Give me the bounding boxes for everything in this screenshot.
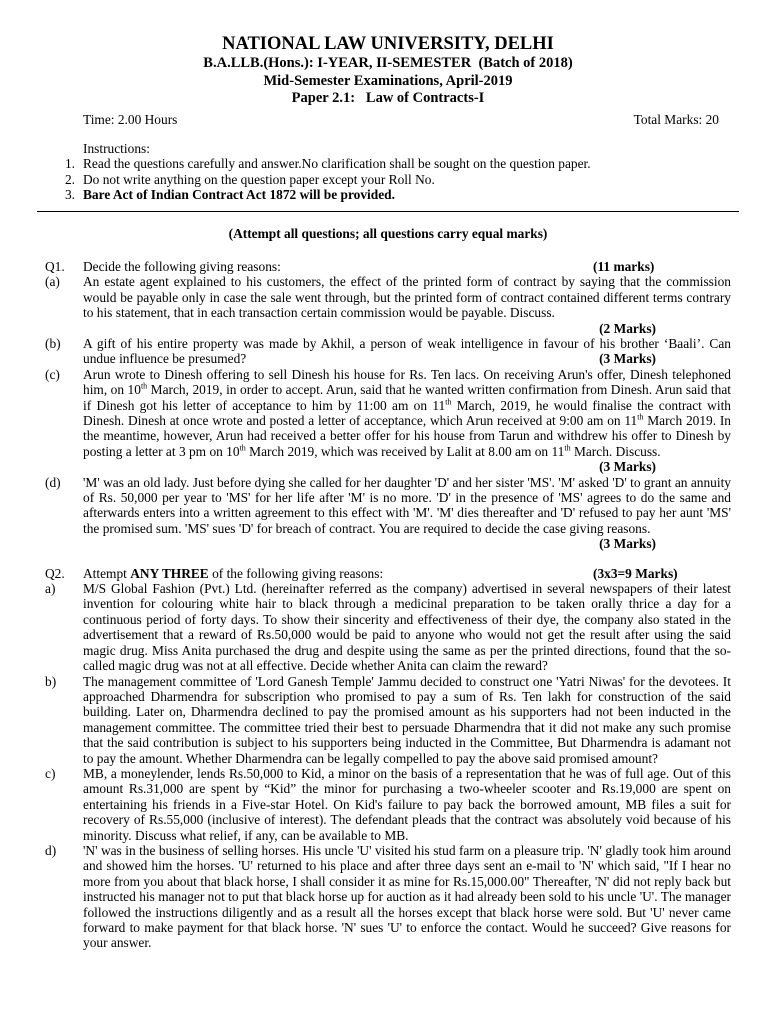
q1-c-marks: (3 Marks) (599, 459, 656, 475)
divider (37, 211, 739, 212)
q1-heading: Q1. Decide the following giving reasons: (11 marks) (45, 258, 655, 274)
instruction-item: 1. Read the questions carefully and answer.No clarification shall be sought on the question paper. (64, 156, 591, 172)
q1-marks: (11 marks) (593, 258, 655, 274)
q2-a: a) M/S Global Fashion (Pvt.) Ltd. (hereinafter referred as the company) advertised in several newspapers of their latest invention for colouring white hair to black through a medicinal preparation to be taken orally thrice a day for a continuous period of forty days. To show their sincerity and effectiveness of their dye, the company also stated in the advertisement that a reward of Rs.50,000 would be paid to anyone who would not get the result after using the said magic drug. Miss Anita purchased the drug and despite using the same as per the printed directions, found that the so-called magic drug was not at all effective. Decide whether Anita can claim the reward? (45, 581, 731, 674)
q1-b-marks: (3 Marks) (599, 351, 656, 367)
q1-c: (c) Arun wrote to Dinesh offering to sell Dinesh his house for Rs. Ten lacs. On receiving Arun's offer, Dinesh telephoned him, on 10th March, 2019, in order to accept. Arun, said that he wanted written confirmation from Dinesh. Arun said that if Dinesh got his letter of acceptance to him by 11:00 am on 11th March, 2019, he would finalise the contract with Dinesh. Dinesh at once wrote and posted a letter of acceptance, which Arun received at 9:00 am on 11th March 2019. In the meantime, however, Arun had received a better offer for his house from Tarun and withdrew his offer to Dinesh by posting a letter at 3 pm on 10th March 2019, which was received by Lalit at 8.00 am on 11th March. Discuss. (3 Marks) (45, 366, 731, 475)
time-label: Time: 2.00 Hours (83, 111, 178, 127)
university-title: NATIONAL LAW UNIVERSITY, DELHI (222, 34, 554, 54)
instructions-list (45, 156, 731, 202)
meta-row (83, 112, 719, 127)
q1-a-marks: (2 Marks) (599, 320, 656, 336)
program-line: B.A.LLB.(Hons.): I-YEAR, II-SEMESTER (Batch of 2018) (203, 55, 573, 71)
attempt-note: (Attempt all questions; all questions carry equal marks) (228, 225, 548, 241)
q2-heading: Q2. Attempt ANY THREE of the following giving reasons: (3x3=9 Marks) (45, 565, 678, 581)
q1-d: (d) 'M' was an old lady. Just before dying she called for her daughter 'D' and her sister 'MS'. 'M' asked 'D' to grant an annuity of Rs. 50,000 per year to 'MS' for her life after 'M' is no more. 'D' in the presence of 'MS' agrees to do the same and afterwards enters into a written agreement to this effect with 'M'. 'M' dies thereafter and 'D' refused to pay her aunt 'MS' the promised sum. 'MS' sues 'D' for breach of contract. You are required to decide the case giving reasons. (3 Marks) (45, 474, 731, 552)
q1-a: (a) An estate agent explained to his customers, the effect of the printed form of contract by saying that the commission would be payable only in case the sale went through, but the printed form of contract contained different terms contrary to his statement, that in each transaction certain commission would be payable. Discuss. (45, 274, 731, 321)
total-marks: Total Marks: 20 (633, 111, 719, 127)
instruction-item: 2. Do not write anything on the question paper except your Roll No. (64, 171, 435, 187)
q2-b: b) The management committee of 'Lord Ganesh Temple' Jammu decided to construct one 'Yatri Niwas' for the devotees. It approached Dharmendra for subscription who promised to pay a sum of Rs. Ten lakh for construction of the said building. Later on, Dharmendra declined to pay the promised amount as his supporters had not been inducted in the management committee. The committee tried their best to persuade Dharmendra that it did not make any such promise that the said contribution is subject to his supporters being inducted in the Committee, But Dharmendra is adamant not to pay the amount. Whether Dharmendra can be legally compelled to pay the above said promised amount? (45, 673, 731, 766)
q2-c: c) MB, a moneylender, lends Rs.50,000 to Kid, a minor on the basis of a representation that he was of full age. Out of this amount Rs.31,000 are spent by “Kid” the minor for purchasing a two-wheeler scooter and Rs.19,000 are spent on entertaining his friends in a Five-star Hotel. On Kid's failure to pay back the borrowed amount, MB files a suit for recovery of Rs.55,000 (inclusive of interest). The defendant pleads that the contract was absolutely void because of his minority. Discuss what relief, if any, can be available to MB. (45, 765, 731, 843)
q1-d-marks: (3 Marks) (599, 536, 656, 552)
instruction-item: 3. Bare Act of Indian Contract Act 1872 will be provided. (64, 187, 395, 203)
paper-line: Paper 2.1: Law of Contracts-I (291, 90, 485, 106)
instructions-heading: Instructions: (83, 140, 150, 156)
q2-marks: (3x3=9 Marks) (593, 565, 678, 581)
q2-d: d) 'N' was in the business of selling horses. His uncle 'U' visited his stud farm on a pleasure trip. 'N' gladly took him around and showed him the horses. 'U' returned to his place and after three days sent an e-mail to 'N' which said, "If I hear no more from you about that black horse, I shall consider it as mine for Rs.15,000.00" Thereafter, 'N' did not reply back but instructed his manager not to put that black horse up for auction as it had already been sold to his uncle 'U'. The manager followed the instructions diligently and as a result all the horses except that black horse were sold. But 'U' never came forward to make payment for that black horse. 'N' sues 'U' to enforce the contact. Would he succeed? Give reasons for your answer. (45, 842, 731, 951)
exam-line: Mid-Semester Examinations, April-2019 (263, 72, 513, 89)
q1-b: (b) A gift of his entire property was made by Akhil, a person of weak intelligence in favour of his brother ‘Baali’. Can undue influence be presumed? (3 Marks) (45, 335, 731, 367)
